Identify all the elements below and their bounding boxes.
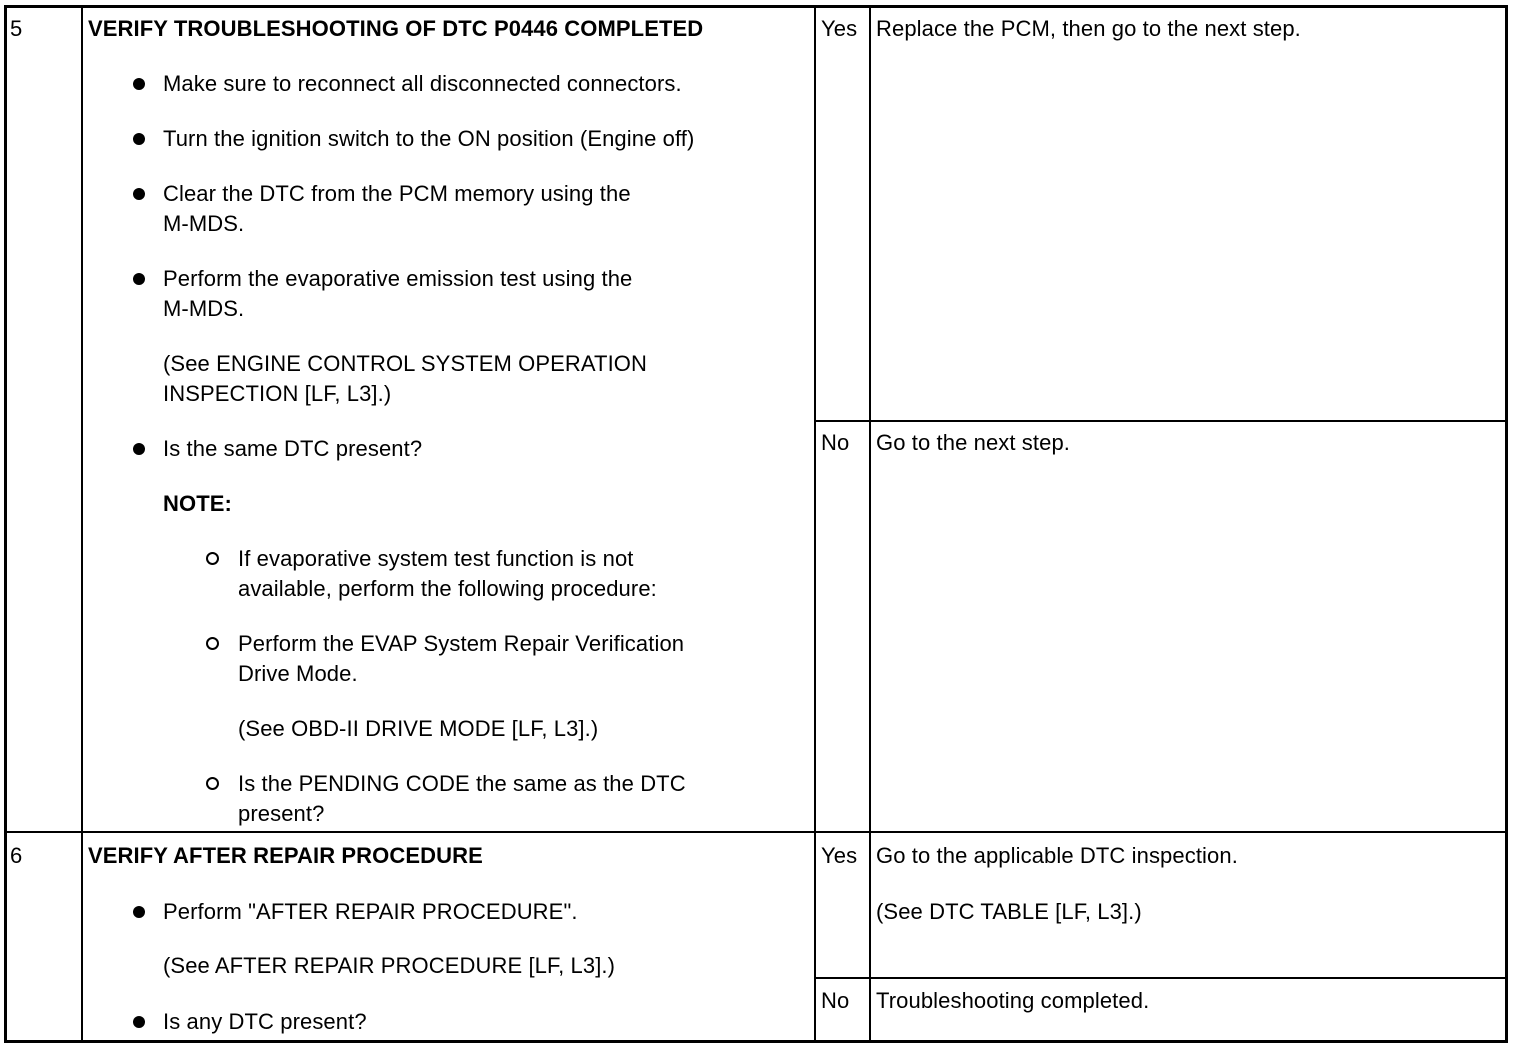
reference-text-continued: INSPECTION [LF, L3].)	[163, 381, 392, 406]
step-instruction: Perform "AFTER REPAIR PROCEDURE".	[163, 899, 578, 924]
step-instruction: Clear the DTC from the PCM memory using the	[163, 181, 631, 206]
result-action: Go to the next step.	[876, 430, 1071, 455]
result-answer-yes: Yes	[821, 843, 858, 868]
bullet-icon	[133, 273, 145, 285]
step-instruction: Make sure to reconnect all disconnected connectors.	[163, 71, 682, 96]
step-number: 5	[10, 16, 23, 41]
bullet-icon	[133, 133, 145, 145]
column-divider-action	[814, 5, 816, 1043]
row-divider-step-5-6	[4, 831, 1508, 833]
step-instruction-continued: M-MDS.	[163, 296, 245, 321]
step-instruction-continued: M-MDS.	[163, 211, 245, 236]
result-action: Replace the PCM, then go to the next step.	[876, 16, 1301, 41]
step-title: VERIFY AFTER REPAIR PROCEDURE	[88, 843, 483, 868]
reference-text: (See AFTER REPAIR PROCEDURE [LF, L3].)	[163, 953, 616, 978]
column-divider-result	[869, 5, 871, 1043]
bullet-icon	[133, 906, 145, 918]
note-item-continued: Drive Mode.	[238, 661, 358, 686]
step-question: Is the same DTC present?	[163, 436, 423, 461]
step-question: Is any DTC present?	[163, 1009, 367, 1034]
step-title: VERIFY TROUBLESHOOTING OF DTC P0446 COMPLETED	[88, 16, 704, 41]
sub-bullet-icon	[206, 552, 219, 565]
note-item-continued: available, perform the following procedure:	[238, 576, 657, 601]
result-action: Go to the applicable DTC inspection.	[876, 843, 1238, 868]
bullet-icon	[133, 443, 145, 455]
result-reference: (See DTC TABLE [LF, L3].)	[876, 899, 1142, 924]
bullet-icon	[133, 78, 145, 90]
result-action: Troubleshooting completed.	[876, 988, 1150, 1013]
result-answer-no: No	[821, 430, 850, 455]
note-item-continued: present?	[238, 801, 325, 826]
note-item: Perform the EVAP System Repair Verification	[238, 631, 685, 656]
bullet-icon	[133, 1016, 145, 1028]
step-instruction: Perform the evaporative emission test using the	[163, 266, 633, 291]
reference-text: (See ENGINE CONTROL SYSTEM OPERATION	[163, 351, 648, 376]
step-number: 6	[10, 843, 23, 868]
bullet-icon	[133, 188, 145, 200]
sub-bullet-icon	[206, 637, 219, 650]
note-item: If evaporative system test function is not	[238, 546, 634, 571]
note-label: NOTE:	[163, 491, 232, 516]
step-instruction: Turn the ignition switch to the ON position (Engine off)	[163, 126, 695, 151]
row-divider-step5-yes-no	[814, 420, 1508, 422]
result-answer-no: No	[821, 988, 850, 1013]
column-divider-step	[81, 5, 83, 1043]
result-answer-yes: Yes	[821, 16, 858, 41]
row-divider-step6-yes-no	[814, 977, 1508, 979]
note-item: Is the PENDING CODE the same as the DTC	[238, 771, 686, 796]
reference-text: (See OBD-II DRIVE MODE [LF, L3].)	[238, 716, 599, 741]
troubleshooting-table	[4, 5, 1508, 1043]
sub-bullet-icon	[206, 777, 219, 790]
